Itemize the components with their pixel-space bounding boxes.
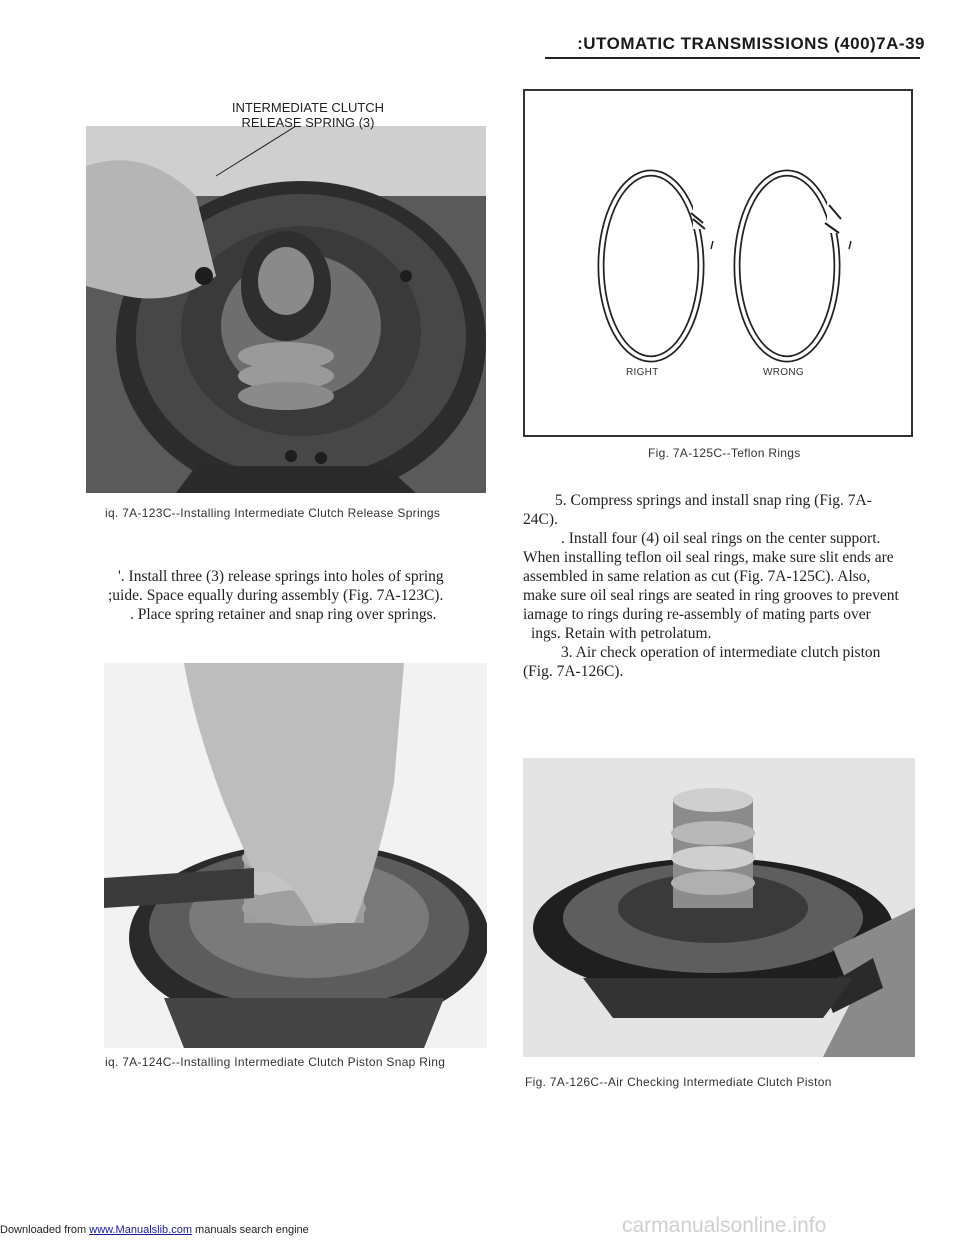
callout-intermediate-clutch-release-spring xyxy=(208,100,408,130)
left-instructions xyxy=(108,567,493,624)
figure-124c-photo xyxy=(104,663,487,1048)
footer-download-notice xyxy=(0,1224,309,1236)
callout-line-1: INTERMEDIATE CLUTCH xyxy=(231,100,385,115)
right-text-line: (Fig. 7A-126C). xyxy=(523,663,624,680)
figure-123c-photo xyxy=(86,126,486,493)
left-text-line: '. Install three (3) release springs into holes of spring xyxy=(118,568,444,585)
clutch-housing-illustration xyxy=(86,126,486,493)
footer-suffix: manuals search engine xyxy=(195,1224,309,1236)
right-text-line: iamage to rings during re-assembly of mating parts over xyxy=(523,606,871,623)
label-right: RIGHT xyxy=(626,367,659,378)
left-text-line: . Place spring retainer and snap ring over springs. xyxy=(130,606,437,623)
figure-124c-caption: iq. 7A-124C--Installing Intermediate Clutch Piston Snap Ring xyxy=(105,1055,446,1069)
teflon-rings-diagram xyxy=(525,91,911,435)
wrong-ring-icon xyxy=(737,173,851,359)
right-instructions xyxy=(523,491,915,681)
right-text-line: When installing teflon oil seal rings, make sure slit ends are xyxy=(523,549,894,566)
right-text-line: assembled in same relation as cut (Fig. 7A-125C). Also, xyxy=(523,568,871,585)
figure-126c-caption: Fig. 7A-126C--Air Checking Intermediate Clutch Piston xyxy=(525,1075,832,1089)
air-check-piston-illustration xyxy=(523,758,915,1057)
figure-126c-photo xyxy=(523,758,915,1057)
page-header-title: :UTOMATIC TRANSMISSIONS (400)7A-39 xyxy=(577,34,925,53)
right-text-line: make sure oil seal rings are seated in ring grooves to prevent xyxy=(523,587,899,604)
right-text-line: ings. Retain with petrolatum. xyxy=(531,625,712,642)
right-text-line: . Install four (4) oil seal rings on the center support. xyxy=(561,530,881,547)
figure-123c-caption: iq. 7A-123C--Installing Intermediate Clutch Release Springs xyxy=(105,506,441,520)
label-wrong: WRONG xyxy=(763,367,804,378)
right-text-line: 3. Air check operation of intermediate clutch piston xyxy=(561,644,881,661)
right-text-line: 5. Compress springs and install snap ring (Fig. 7A- xyxy=(555,492,872,509)
footer-prefix: Downloaded from xyxy=(0,1224,87,1236)
figure-125c-caption: Fig. 7A-125C--Teflon Rings xyxy=(648,446,801,460)
manualslib-link[interactable]: www.Manualslib.com xyxy=(89,1224,192,1236)
header-rule xyxy=(545,57,920,59)
callout-line-2: RELEASE SPRING (3) xyxy=(241,115,375,130)
figure-125c-diagram xyxy=(523,89,913,437)
carmanualsonline-watermark: carmanualsonline.info xyxy=(622,1214,827,1237)
piston-snap-ring-illustration xyxy=(104,663,487,1048)
right-text-line: 24C). xyxy=(523,511,558,528)
right-ring-icon xyxy=(601,173,713,359)
left-text-line: ;uide. Space equally during assembly (Fig. 7A-123C). xyxy=(108,587,444,604)
